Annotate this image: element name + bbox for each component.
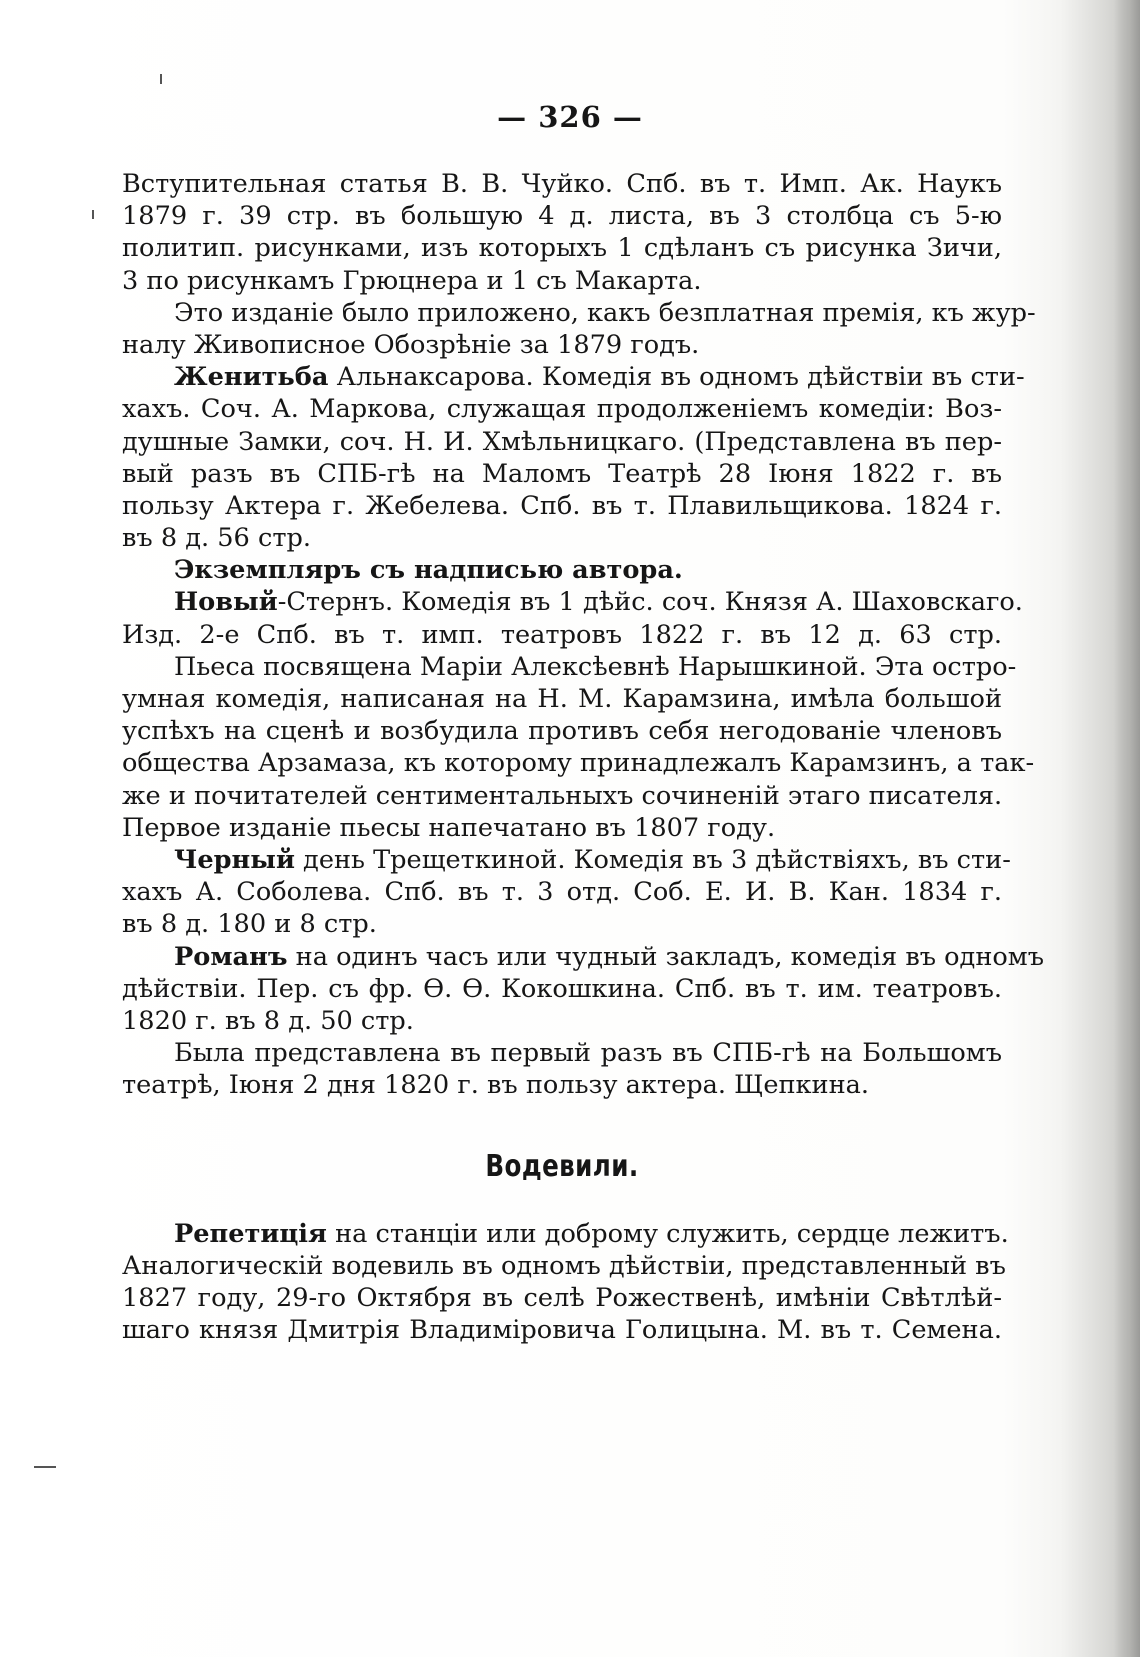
text-line: умная комедія, написаная на Н. М. Карамзина, имѣла большой	[122, 684, 1002, 714]
text-line: хахъ А. Соболева. Спб. въ т. 3 отд. Соб. Е. И. В. Кан. 1834 г.	[122, 877, 1002, 908]
text-line: шаго князя Дмитрія Владиміровича Голицына. М. въ т. Семена.	[122, 1315, 1002, 1346]
text-line: же и почитателей сентиментальныхъ сочиненій этаго писателя.	[122, 780, 1003, 811]
text-line: успѣхъ на сценѣ и возбудила противъ себя негодованіе членовъ	[122, 716, 1002, 747]
text-line: 3 по рисункамъ Грюцнера и 1 съ Макарта.	[122, 265, 702, 296]
text-line: общества Арзамаза, къ которому принадлежалъ Карамзинъ, а так-	[122, 748, 1035, 779]
page-number: — 326 —	[497, 100, 643, 134]
entry-first-line	[122, 844, 1011, 876]
text-line: Была представлена въ первый разъ въ СПБ-гѣ на Большомъ	[174, 1038, 1002, 1069]
paragraph-note	[122, 554, 1002, 586]
text-line: дѣйствіи. Пер. съ фр. Ѳ. Ѳ. Кокошкина. Спб. въ т. им. театровъ.	[122, 973, 1002, 1004]
text-line: пользу Актера г. Жебелева. Спб. въ т. Плавильщикова. 1824 г.	[122, 490, 1002, 521]
text-line: душные Замки, соч. Н. И. Хмѣльницкаго. (Представлена въ пер-	[122, 426, 1002, 457]
entry-first-line-rest: Альнаксарова. Комедія въ одномъ дѣйствіи въ сти-	[328, 362, 1025, 393]
text-line: налу Живописное Обозрѣніе за 1879 годъ.	[122, 329, 700, 360]
print-speck	[34, 1466, 56, 1468]
text-line: въ 8 д. 180 и 8 стр.	[122, 909, 377, 940]
entry-keyword: Репетиція	[174, 1218, 327, 1249]
entry-first-line-rest: -Стернъ. Комедія въ 1 дѣйс. соч. Князя А. Шаховскаго.	[277, 587, 1023, 618]
paragraph-note	[122, 297, 1036, 361]
section-heading: Водевили.	[485, 1149, 639, 1185]
print-speck	[160, 74, 162, 84]
entry-keyword: Черный	[174, 844, 295, 875]
entry-first-line	[122, 586, 1023, 618]
text-line: хахъ. Соч. А. Маркова, служащая продолженіемъ комедіи: Воз-	[122, 394, 1002, 425]
text-line: 1827 году, 29-го Октября въ селѣ Рожественѣ, имѣніи Свѣтлѣй-	[122, 1283, 1002, 1314]
entry-first-line	[122, 941, 1044, 973]
text-line: Первое изданіе пьесы напечатано въ 1807 году.	[122, 812, 776, 843]
text-line: Вступительная статья В. В. Чуйко. Спб. въ т. Имп. Ак. Наукъ	[122, 169, 1002, 199]
text-line: 1820 г. въ 8 д. 50 стр.	[122, 1005, 414, 1036]
paragraph-continued-entry	[122, 168, 1002, 297]
entry-novyi-stern	[122, 586, 1023, 650]
entry-keyword: Романъ	[174, 941, 288, 972]
text-line: Это изданіе было приложено, какъ безплатная премія, къ жур-	[174, 297, 1036, 328]
entry-keyword: Женитьба	[174, 362, 329, 393]
text-line: политип. рисунками, изъ которыхъ 1 сдѣланъ съ рисунка Зичи,	[122, 233, 1002, 264]
entry-chernyi-den	[122, 844, 1011, 941]
print-speck	[92, 210, 94, 219]
text-line: театрѣ, Іюня 2 дня 1820 г. въ пользу актера. Щепкина.	[122, 1070, 870, 1101]
text-line: Изд. 2-е Спб. въ т. имп. театровъ 1822 г. въ 12 д. 63 стр.	[122, 619, 1002, 650]
page-edge-shadow	[1114, 0, 1140, 1657]
entry-roman	[122, 941, 1044, 1038]
entry-first-line-rest: на станціи или доброму служить, сердце лежитъ.	[326, 1218, 1009, 1249]
text-line: въ 8 д. 56 стр.	[122, 523, 311, 554]
paragraph-note	[122, 1037, 1002, 1101]
entry-keyword: Новый	[174, 587, 278, 618]
entry-repetitsiya	[122, 1218, 1009, 1347]
entry-first-line-rest: день Трещеткиной. Комедія въ 3 дѣйствіяхъ, въ сти-	[294, 844, 1011, 875]
entry-first-line	[122, 361, 1025, 393]
entry-first-line-rest: на одинъ часъ или чудный закладъ, комедія въ одномъ	[287, 941, 1044, 972]
page-body	[122, 168, 1044, 1346]
text-line: 1879 г. 39 стр. въ большую 4 д. листа, въ 3 столбца съ 5-ю	[122, 201, 1002, 232]
text-line: вый разъ въ СПБ-гѣ на Маломъ Театрѣ 28 Іюня 1822 г. въ	[122, 458, 1002, 489]
text-line: Аналогическій водевиль въ одномъ дѣйствіи, представленный въ	[122, 1250, 1006, 1281]
paragraph-note	[122, 651, 1035, 844]
text-line: Экземпляръ съ надписью автора.	[174, 555, 683, 586]
entry-first-line	[122, 1218, 1009, 1250]
entry-zhenitba	[122, 361, 1025, 554]
text-line: Пьеса посвящена Маріи Алексѣевнѣ Нарышкиной. Эта остро-	[174, 651, 1017, 682]
